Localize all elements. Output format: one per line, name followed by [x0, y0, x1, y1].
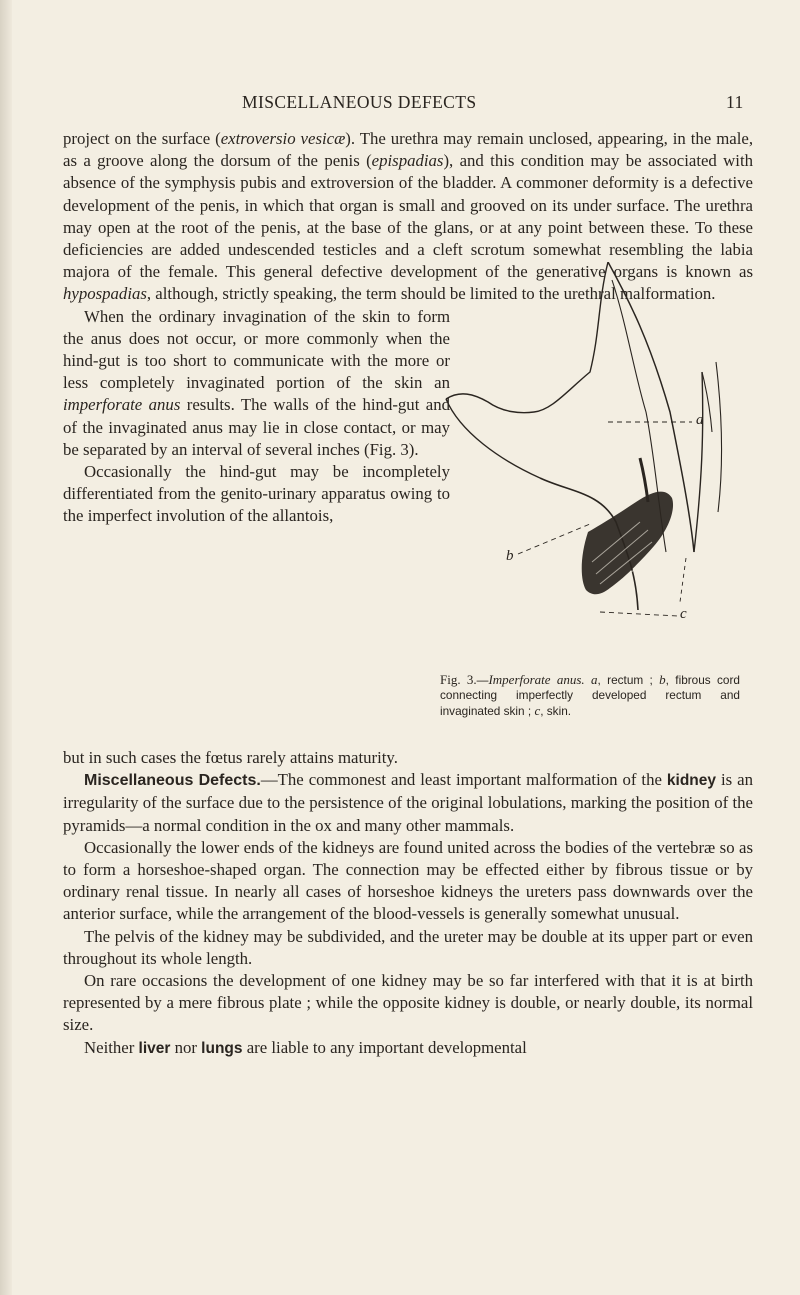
figure-caption: [440, 672, 740, 719]
text-run: is an irregularity of the surface due to the persistence of the original lobulations, marking the position of the pyramids—a normal condition in the ox and many other mammals.: [63, 770, 753, 835]
paragraph-pelvis: The pelvis of the kidney may be subdivided, and the ureter may be double at its upper part or even throughout its whole length.: [63, 926, 753, 968]
caption-desc-c: , skin.: [540, 704, 572, 718]
text-run: ), and this condition may be associated with absence of the symphysis pubis and extroversion of the bladder. A commoner deformity is a defective development of the penis, in which that organ is small and grooved on its under surface. The urethra may open at the root of the penis, at the base of the glans, or at any point between these. To these deficiencies are added undescended testicles and a cleft scrotum somewhat resembling the labia majora of the female. This general defective development of the generative organs is known as: [63, 151, 753, 282]
text-run: Occasionally the hind-gut may be incompletely differentiated from the genito-urinary apparatus owing to the imperfect involution of the allantois,: [63, 462, 450, 526]
outer-skin-right-3: [716, 362, 722, 512]
text-run: project on the surface (: [63, 129, 221, 148]
paragraph-misc-defects: [63, 769, 753, 837]
text-run: results. The walls of the hind-gut and of the invaginated anus may lie in close contact, or may be separated by an interval of several inches (Fig. 3).: [63, 395, 450, 459]
caption-key-c: c: [534, 703, 541, 718]
label-a: a: [696, 412, 704, 428]
body-text-bottom: [63, 747, 753, 1060]
caption-key-b: b: [659, 672, 666, 687]
bold-term: kidney: [666, 772, 717, 790]
page-number: 11: [726, 92, 744, 112]
caption-title: Imperforate anus.: [488, 672, 585, 687]
running-head-title: MISCELLANEOUS DEFECTS: [242, 92, 477, 112]
paragraph-imperforate-anus: [63, 306, 450, 461]
fibrous-cord: [640, 458, 648, 502]
bold-term: lungs: [201, 1039, 243, 1057]
italic-term: imperforate anus: [63, 395, 181, 415]
invaginated-skin: [582, 492, 673, 595]
paragraph-horseshoe: Occasionally the lower ends of the kidneys are found united across the bodies of the vertebræ so as to form a horseshoe-shaped organ. The connection may be effected either by fibrous tissue or by ordinary renal tissue. In nearly all cases of horseshoe kidneys the ureters pass downwards over the anterior surface, while the arrangement of the blood-vessels is generally somewhat unusual.: [63, 837, 753, 924]
label-c: c: [680, 606, 687, 622]
label-b: b: [506, 548, 514, 564]
bold-term: liver: [138, 1039, 171, 1057]
text-run: are liable to any important developmental: [242, 1037, 527, 1057]
caption-key-a: a: [591, 672, 598, 687]
paragraph-hind-gut: [63, 461, 450, 528]
paragraph-rare: On rare occasions the development of one kidney may be so far interfered with that it is at birth represented by a mere fibrous plate ; while the opposite kidney is double, or nearly double, its normal size.: [63, 971, 753, 1035]
page-binding-edge: [0, 0, 12, 1295]
wrapped-column: [63, 306, 450, 528]
text-run: —The commonest and least important malformation of the: [260, 770, 667, 790]
text-run: Neither: [84, 1037, 139, 1057]
caption-desc-b: , fibrous cord connecting imperfectly developed rectum and invaginated skin ;: [440, 673, 740, 718]
italic-term: epispadias: [371, 151, 444, 171]
text-run: nor: [170, 1037, 202, 1057]
outer-skin-right: [694, 372, 703, 552]
leader-c: [680, 558, 686, 602]
leader-c-bottom: [600, 612, 678, 616]
skin-outline-lower: [446, 399, 540, 478]
figure-3: [440, 262, 740, 802]
caption-fig-number: Fig. 3.: [440, 672, 477, 687]
skin-outline: [446, 262, 608, 413]
caption-dash: —: [476, 673, 489, 687]
section-heading: Miscellaneous Defects.: [84, 772, 261, 790]
paragraph-liver-lungs: [63, 1037, 753, 1060]
text-run: , although, strictly speaking, the term should be limited to the urethral malformation.: [146, 284, 716, 304]
outer-skin-right-2: [702, 372, 712, 432]
continuation-line: but in such cases the fœtus rarely attains maturity.: [63, 748, 398, 767]
italic-term: extroversio vesicæ: [220, 129, 346, 148]
leader-b: [518, 524, 590, 554]
text-run: When the ordinary invagination of the skin to form the anus does not occur, or more commonly when the hind-gut is too short to communicate with the more or less completely invaginated portion of the skin an: [63, 306, 450, 393]
caption-desc-a: , rectum ;: [597, 673, 653, 687]
italic-term: hypospadias: [63, 284, 147, 304]
imperforate-anus-illustration: [440, 262, 740, 662]
text-run: ). The urethra may remain unclosed, appearing, in the male, as a groove along the dorsum of the penis (: [63, 129, 754, 171]
